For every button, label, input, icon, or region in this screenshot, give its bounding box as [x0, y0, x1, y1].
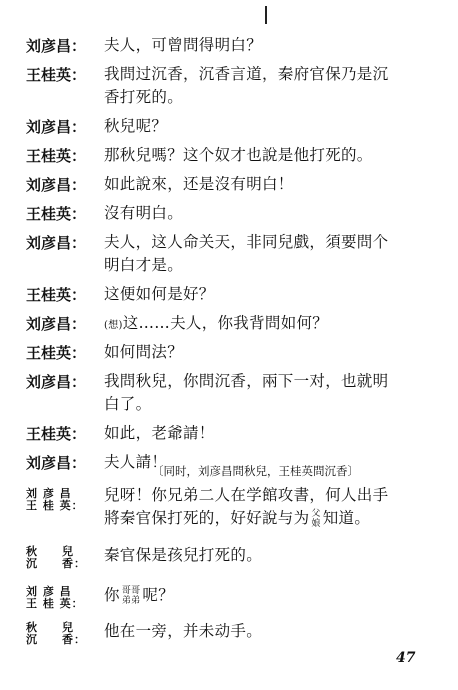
line-text	[104, 231, 440, 277]
text-line: 香打死的。	[104, 88, 184, 106]
line-text	[104, 283, 440, 306]
text-line: 这便如何是好？	[104, 285, 215, 303]
speaker-name: 王桂英：	[26, 205, 87, 223]
stage-direction: 〔同时，刘彦昌問秋兒，王桂英問沉香〕	[152, 464, 359, 478]
stage-note: (想)	[104, 320, 123, 331]
joint4-line: 他在一旁，并未动手。	[104, 622, 263, 640]
joint1-line1: 兒呀！你兄弟二人在学館攻書，何人出手	[104, 486, 389, 504]
joint-speakers-1	[26, 488, 96, 512]
stack-top: 哥哥	[121, 586, 141, 596]
line-text	[104, 173, 440, 196]
speaker-wang: 王 桂 英：	[26, 499, 84, 512]
speaker-name: 王桂英：	[26, 344, 87, 362]
joint-text-2	[104, 544, 440, 567]
speaker-wang: 王 桂 英：	[26, 597, 84, 610]
text-segment: 这……夫人，你我背問如何？	[122, 314, 329, 332]
text-line: 白了。	[104, 395, 152, 413]
joint-speakers-3	[26, 586, 96, 610]
page-number: 47	[396, 650, 416, 666]
text-line: 如此，老爺請！	[104, 424, 215, 442]
joint-text-4	[104, 620, 440, 643]
text-line: 夫人請！	[104, 453, 168, 471]
joint1-line2	[104, 507, 440, 530]
joint-speakers-2	[26, 546, 96, 570]
joint2-line: 秦官保是孩兒打死的。	[104, 546, 263, 564]
text-line: 沒有明白。	[104, 204, 184, 222]
text-line: 我問秋兒，你問沉香，兩下一对，也就明	[104, 372, 389, 390]
speaker-chen: 沉 香：	[26, 633, 86, 646]
joint-text-3	[104, 584, 440, 607]
joint3-line	[104, 584, 440, 607]
stack-bottom: 弟弟	[121, 596, 141, 606]
speaker-name: 刘彦昌：	[26, 234, 87, 252]
speaker-name: 王桂英：	[26, 66, 87, 84]
speaker-qiu: 秋 兒	[26, 621, 74, 634]
speaker-liu: 刘 彦 昌	[26, 585, 72, 598]
line-text	[104, 202, 440, 225]
text-line: 明白才是。	[104, 256, 184, 274]
speaker-name: 王桂英：	[26, 286, 87, 304]
speaker-chen: 沉 香：	[26, 557, 86, 570]
line-text	[104, 312, 440, 337]
line-text	[104, 34, 440, 57]
joint-speakers-4	[26, 622, 96, 646]
joint1-line2-pre: 將秦官保打死的，好好說与为	[104, 509, 310, 527]
line-text	[104, 63, 440, 109]
stacked-word-brothers	[122, 586, 141, 606]
joint3-pre: 你	[104, 586, 120, 604]
speaker-name: 王桂英：	[26, 147, 87, 165]
stack-top: 父	[311, 509, 321, 519]
speaker-name: 刘彦昌：	[26, 37, 87, 55]
joint3-post: 呢？	[142, 586, 175, 604]
text-line: 夫人，这人命关天，非同兒戲，須要問个	[104, 233, 389, 251]
speaker-name: 刘彦昌：	[26, 118, 87, 136]
line-text	[104, 422, 440, 445]
speaker-name: 刘彦昌：	[26, 373, 87, 391]
text-line	[104, 312, 440, 337]
speaker-liu: 刘 彦 昌	[26, 487, 72, 500]
speaker-name: 王桂英：	[26, 425, 87, 443]
line-text	[104, 370, 440, 416]
text-line: 秋兒呢？	[104, 117, 168, 135]
speaker-name: 刘彦昌：	[26, 176, 87, 194]
line-text	[104, 341, 440, 364]
joint-text-1	[104, 484, 440, 530]
stacked-word-parent	[311, 509, 320, 529]
speaker-qiu: 秋 兒	[26, 545, 74, 558]
stack-bottom: 娘	[311, 519, 321, 529]
line-text	[104, 144, 440, 167]
speaker-name: 刘彦昌：	[26, 454, 87, 472]
speaker-name: 刘彦昌：	[26, 315, 87, 333]
ink-mark	[265, 6, 267, 24]
text-line: 如此說來，还是沒有明白！	[104, 175, 294, 193]
text-line: 夫人，可曾問得明白？	[104, 36, 263, 54]
text-line: 如何問法？	[104, 343, 184, 361]
text-line: 我問过沉香，沉香言道，秦府官保乃是沉	[104, 65, 389, 83]
joint1-line2-post: 知道。	[322, 509, 371, 527]
text-line: 那秋兒嗎？这个奴才也說是他打死的。	[104, 146, 373, 164]
line-text	[104, 115, 440, 138]
